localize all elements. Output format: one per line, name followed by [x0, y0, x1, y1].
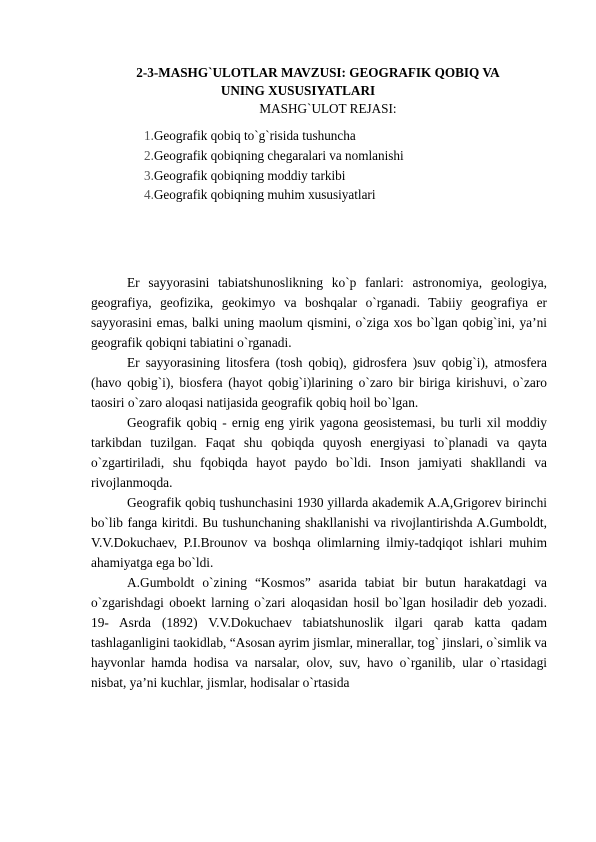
plan-item-text: Geografik qobiqning muhim xususiyatlari [153, 187, 376, 203]
paragraph: A.Gumboldt o`zining “Kosmos” asarida tabiat bir butun harakatdagi va o`zgarishdagi oboekt larning o`zari aloqasidan hosil bo`lgan hosiladir deb yozadi. 19- Asrda (1892) V.V.Dokuchaev tabiatshunoslik ilgari qarab katta qadam tashlaganligini taokidlab, “Asosan ayrim jismlar, minerallar, tog` jinslari, o`simlik va hayvonlar hamda hodisa va narsalar, olov, suv, havo o`rganilib, ular o`rtasidagi nisbat, ya’ni kuchlar, jismlar, hodisalar o`rtasida [91, 575, 547, 690]
paragraph: Geografik qobiq - ernig eng yirik yagona geosistemasi, bu turli xil moddiy tarkibdan tuzilgan. Faqat shu qobiqda quyosh energiyasi to`planadi va qayta o`zgartiriladi, shu fqobiqda hayot paydo bo`ldi. Inson jamiyati shakllandi va rivojlanmoqda. [91, 415, 547, 490]
document-title-line-2: UNING XUSUSIYATLARI [220, 83, 376, 98]
plan-item-text: Geografik qobiqning moddiy tarkibi [153, 167, 346, 183]
plan-item-text: Geografik qobiqning chegaralari va nomlanishi [153, 147, 404, 163]
plan-item [144, 166, 404, 186]
plan-item-number: 4. [144, 187, 154, 203]
plan-item-number: 2. [144, 147, 154, 163]
plan-item [144, 146, 404, 166]
plan-item-number: 1. [144, 128, 154, 143]
plan-item-text: Geografik qobiq to`g`risida tushuncha [153, 128, 356, 143]
paragraph: Er sayyorasining litosfera (tosh qobiq), gidrosfera )suv qobig`i), atmosfera (havo qobig`i), biosfera (hayot qobig`i)larining o`zaro bir biriga kirishuvi, o`zaro taosiri o`zaro aloqasi natijasida geografik qobiq hoil bo`lgan. [91, 355, 547, 410]
plan-item [144, 126, 404, 146]
plan-item [144, 185, 404, 205]
body-text [91, 273, 547, 693]
document-title-line-1: 2-3-MASHG`ULOTLAR MAVZUSI: GEOGRAFIK QOBIQ VA [136, 65, 500, 80]
plan-heading: MASHG`ULOT REJASI: [259, 101, 397, 116]
plan-item-number: 3. [144, 167, 154, 183]
paragraph: Er sayyorasini tabiatshunoslikning ko`p fanlari: astronomiya, geologiya, geografiya, geofizika, geokimyo va boshqalar o`rganadi. Tabiiy geografiya er sayyorasini emas, balki uning maolum qismini, o`ziga xos bo`lgan qobig`ini, ya’ni geografik qobiqni tabiatini o`rganadi. [91, 275, 547, 350]
paragraph: Geografik qobiq tushunchasini 1930 yillarda akademik A.A,Grigorev birinchi bo`lib fanga kiritdi. Bu tushunchaning shakllanishi va rivojlantirishda A.Gumboldt, V.V.Dokuchaev, P.I.Brounov va boshqa olimlarning ilmiy-tadqiqot ishlari muhim ahamiyatga ega bo`ldi. [91, 495, 547, 570]
plan-list [144, 126, 404, 205]
